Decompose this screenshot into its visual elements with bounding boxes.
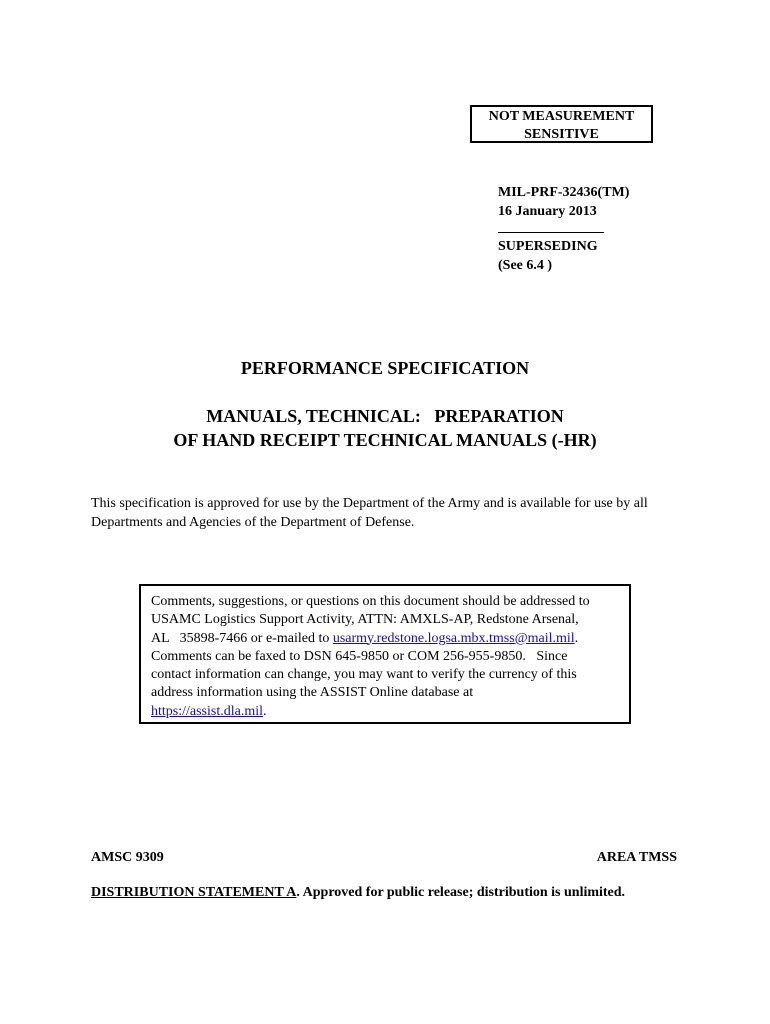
email-link[interactable]: usarmy.redstone.logsa.mbx.tmss@mail.mil <box>332 630 575 646</box>
comments-line-1: Comments, suggestions, or questions on this document should be addressed to <box>151 594 590 609</box>
url-suffix: . <box>263 703 267 719</box>
comments-line-7 <box>151 703 619 721</box>
assist-url-link[interactable]: https://assist.dla.mil <box>151 703 264 719</box>
comments-line-5: contact information can change, you may want to verify the currency of this <box>151 667 577 683</box>
comments-box <box>139 584 631 724</box>
spec-type-heading: PERFORMANCE SPECIFICATION <box>240 358 530 378</box>
comments-line-3 <box>151 630 619 648</box>
title-line-1: MANUALS, TECHNICAL: PREPARATION <box>206 406 564 426</box>
marking-line-1: NOT MEASUREMENT <box>488 109 635 124</box>
amsc-number: AMSC 9309 <box>91 850 164 865</box>
document-number: MIL-PRF-32436(TM) <box>498 185 630 200</box>
marking-line-2: SENSITIVE <box>524 127 599 142</box>
title-line-2: OF HAND RECEIPT TECHNICAL MANUALS (-HR) <box>173 430 597 450</box>
comments-line-3-suffix: . <box>574 630 579 646</box>
divider-rule <box>498 232 604 233</box>
comments-line-6: address information using the ASSIST Online database at <box>151 685 474 701</box>
document-identifier <box>498 183 629 221</box>
document-date: 16 January 2013 <box>498 204 597 219</box>
comments-line-4: Comments can be faxed to DSN 645-9850 or COM 256-955-9850. Since <box>151 648 568 664</box>
superseding-label: SUPERSEDING <box>498 239 598 254</box>
approval-statement: This specification is approved for use by the Department of the Army and is available for use by all Departments and Agencies of the Department of Defense. <box>91 496 648 530</box>
superseding-block <box>498 237 598 275</box>
distribution-text: Approved for public release; distribution is unlimited. <box>299 885 626 900</box>
area-code: AREA TMSS <box>596 850 677 865</box>
distribution-statement <box>91 885 625 901</box>
superseding-reference: (See 6.4 ) <box>498 258 553 273</box>
distribution-separator: . <box>296 885 300 900</box>
distribution-label: DISTRIBUTION STATEMENT A <box>91 885 297 900</box>
comments-line-2: USAMC Logistics Support Activity, ATTN: AMXLS-AP, Redstone Arsenal, <box>151 612 579 628</box>
comments-line-3-prefix: AL 35898-7466 or e-mailed to <box>151 630 333 646</box>
measurement-sensitivity-box <box>470 105 653 143</box>
